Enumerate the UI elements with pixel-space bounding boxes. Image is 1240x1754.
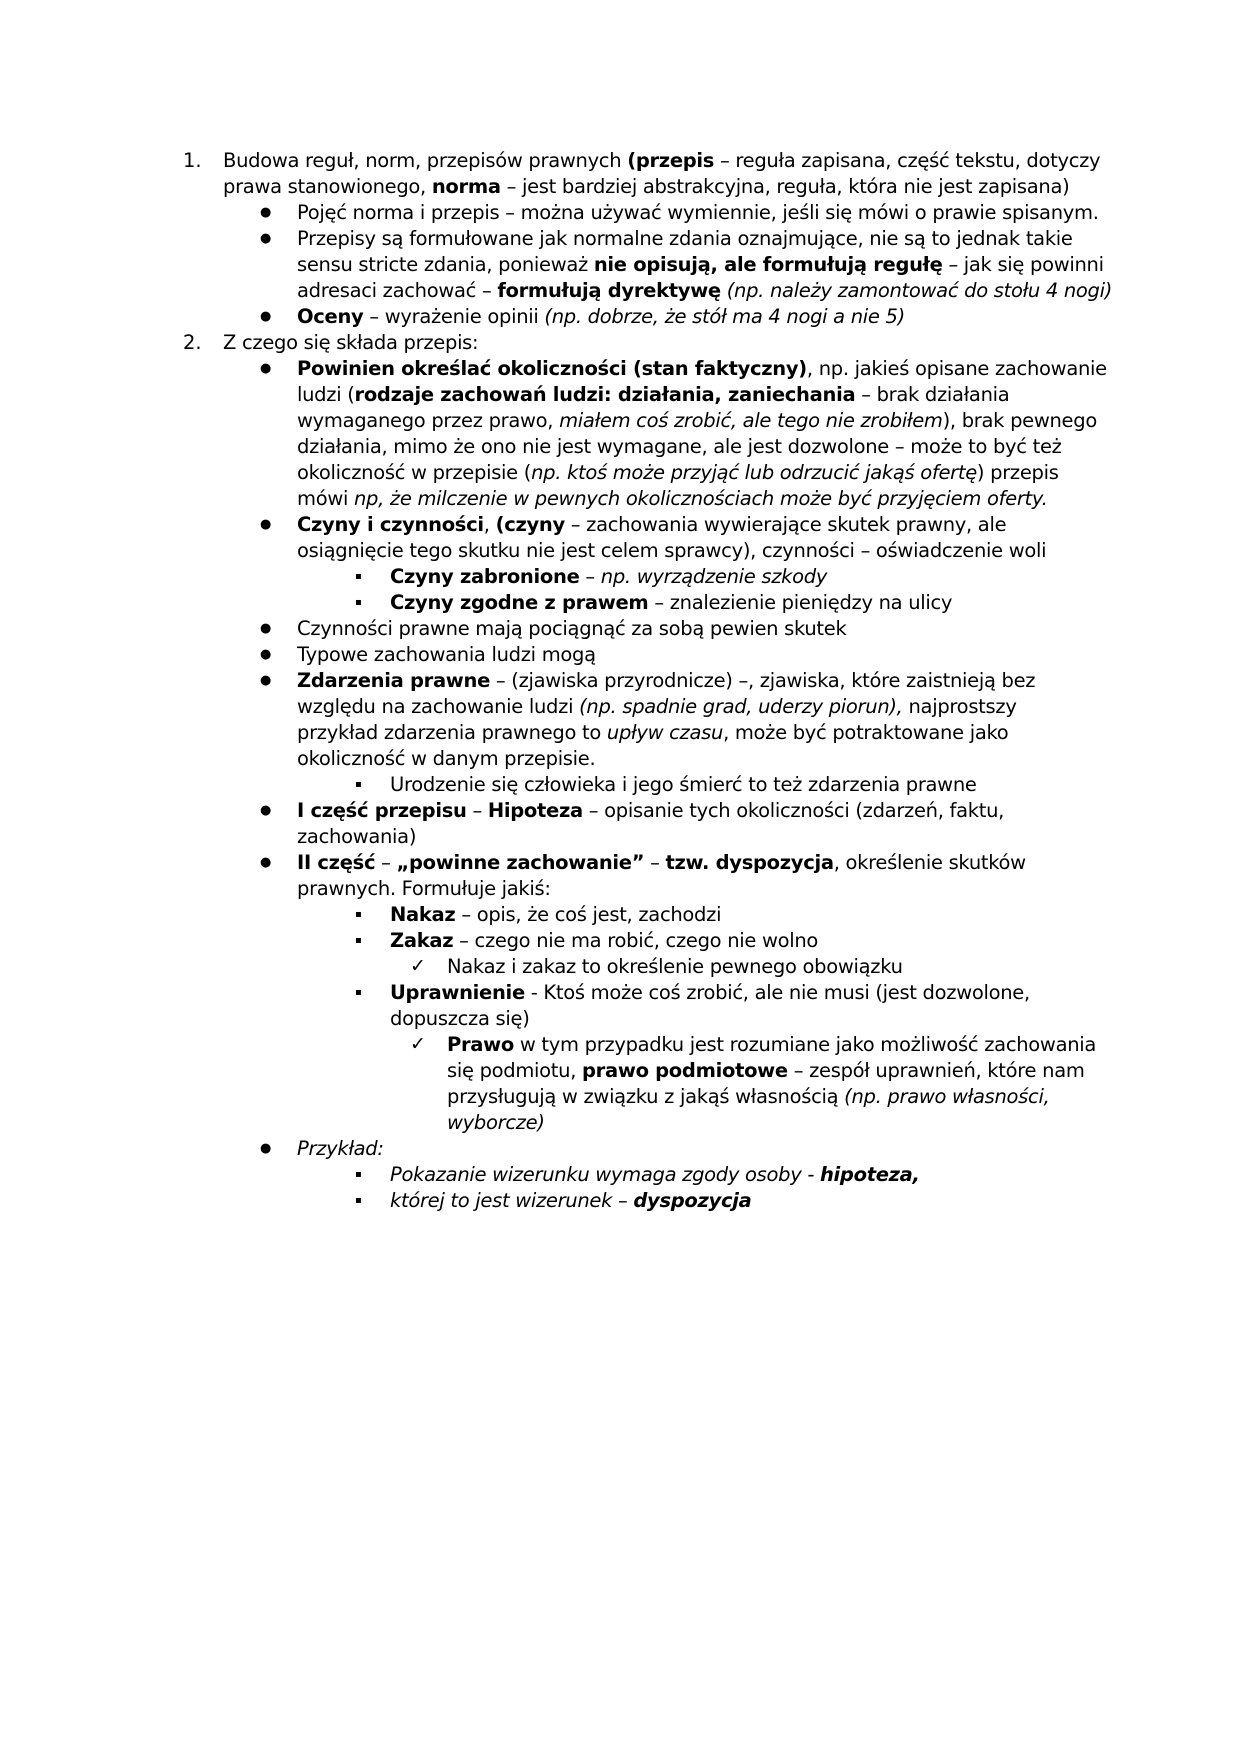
text-segment: Przepisy są formułowane jak normalne zdania oznajmujące, nie są to jednak takie bbox=[297, 227, 1073, 250]
text-segment: – znalezienie pieniędzy na ulicy bbox=[648, 591, 953, 614]
bullet-icon: ● bbox=[260, 1141, 272, 1156]
bold-term: II część bbox=[297, 851, 376, 874]
list-number: 1. bbox=[183, 149, 202, 172]
text-line bbox=[447, 1030, 1096, 1059]
list-number: 2. bbox=[183, 331, 202, 354]
text-segment: okoliczność w przepisie ( bbox=[297, 461, 532, 484]
text-segment: Z czego się składa przepis: bbox=[223, 331, 479, 354]
text-line bbox=[390, 900, 721, 929]
text-segment: działania, mimo że ono nie jest wymagane, ale jest dozwolone – może to być też bbox=[297, 435, 1062, 458]
checkmark-icon: ✓ bbox=[410, 1033, 426, 1055]
bold-term: prawo podmiotowe bbox=[582, 1059, 788, 1082]
text-segment: Typowe zachowania ludzi mogą bbox=[297, 643, 596, 666]
bold-term: Oceny bbox=[297, 305, 364, 328]
italic-example: (np. dobrze, że stół ma 4 nogi a nie 5) bbox=[544, 305, 905, 328]
text-segment: , np. jakieś opisane zachowanie bbox=[806, 357, 1107, 380]
text-segment: – jak się powinni bbox=[942, 253, 1104, 276]
text-line bbox=[390, 770, 977, 799]
bold-term: Zakaz bbox=[390, 929, 454, 952]
italic-example: upływ czasu bbox=[606, 721, 724, 744]
bold-term: (przepis bbox=[627, 149, 715, 172]
text-line bbox=[297, 614, 846, 643]
text-line bbox=[297, 224, 1073, 253]
text-line bbox=[297, 198, 1099, 227]
italic-example: np. wyrządzenie szkody bbox=[600, 565, 828, 588]
text-segment: Pojęć norma i przepis – można używać wymiennie, jeśli się mówi o prawie spisanym. bbox=[297, 201, 1099, 224]
italic-example: której to jest wizerunek – bbox=[390, 1189, 634, 1212]
text-segment: okoliczność w danym przepisie. bbox=[297, 747, 596, 770]
text-line bbox=[297, 874, 551, 903]
bold-term: norma bbox=[431, 175, 501, 198]
bold-term: I część przepisu bbox=[297, 799, 467, 822]
bullet-icon: ● bbox=[260, 309, 272, 324]
bullet-icon: ● bbox=[260, 231, 272, 246]
text-segment: sensu stricte zdania, ponieważ bbox=[297, 253, 594, 276]
text-line bbox=[297, 432, 1062, 461]
bold-term: formułują dyrektywę bbox=[497, 279, 721, 302]
text-line bbox=[297, 484, 1048, 513]
bold-term: rodzaje zachowań ludzi: działania, zaniechania bbox=[354, 383, 856, 406]
text-line bbox=[297, 536, 1046, 565]
bullet-icon: ● bbox=[260, 803, 272, 818]
text-line bbox=[297, 276, 1112, 305]
bold-term: Prawo bbox=[447, 1033, 514, 1056]
bold-term: Zdarzenia prawne bbox=[297, 669, 491, 692]
text-line bbox=[297, 1134, 384, 1163]
text-segment: – wyrażenie opinii bbox=[363, 305, 545, 328]
bold-term: Uprawnienie bbox=[390, 981, 525, 1004]
text-line bbox=[390, 1186, 751, 1215]
square-bullet-icon: ▪ bbox=[355, 909, 362, 920]
square-bullet-icon: ▪ bbox=[355, 571, 362, 582]
bold-term: nie opisują, ale formułują regułę bbox=[593, 253, 943, 276]
text-segment: ), brak pewnego bbox=[942, 409, 1097, 432]
text-segment: – opis, że coś jest, zachodzi bbox=[455, 903, 722, 926]
bold-term: dyspozycja bbox=[633, 1189, 752, 1212]
bold-term: hipoteza, bbox=[819, 1163, 920, 1186]
text-line bbox=[297, 822, 416, 851]
text-segment: – jest bardziej abstrakcyjna, reguła, która nie jest zapisana) bbox=[500, 175, 1070, 198]
italic-example: Pokazanie wizerunku wymaga zgody osoby - bbox=[390, 1163, 820, 1186]
text-segment: prawa stanowionego, bbox=[223, 175, 432, 198]
bullet-icon: ● bbox=[260, 621, 272, 636]
text-segment: - Ktoś może coś zrobić, ale nie musi (jest dozwolone, bbox=[524, 981, 1030, 1004]
text-line bbox=[447, 1108, 545, 1137]
text-segment: ) przepis bbox=[976, 461, 1059, 484]
text-segment: – (zjawiska przyrodnicze) –, zjawiska, które zaistnieją bez bbox=[490, 669, 1036, 692]
text-line bbox=[297, 302, 905, 331]
bullet-icon: ● bbox=[260, 855, 272, 870]
text-segment: wymaganego przez prawo, bbox=[297, 409, 560, 432]
text-line bbox=[297, 848, 1026, 877]
text-segment: – zespół uprawnień, które nam bbox=[787, 1059, 1085, 1082]
text-segment: – bbox=[375, 851, 397, 874]
text-segment: – bbox=[579, 565, 601, 588]
bullet-icon: ● bbox=[260, 673, 272, 688]
square-bullet-icon: ▪ bbox=[355, 1169, 362, 1180]
text-segment: , może być potraktowane jako bbox=[723, 721, 1009, 744]
text-segment: ludzi ( bbox=[297, 383, 355, 406]
checkmark-icon: ✓ bbox=[410, 955, 426, 977]
text-line bbox=[223, 172, 1069, 201]
italic-example: wyborcze) bbox=[447, 1111, 545, 1134]
bold-term: Nakaz bbox=[390, 903, 456, 926]
text-segment: Czynności prawne mają pociągnąć za sobą pewien skutek bbox=[297, 617, 847, 640]
text-segment: Nakaz i zakaz to określenie pewnego obowiązku bbox=[447, 955, 903, 978]
text-line bbox=[297, 666, 1035, 695]
bullet-icon: ● bbox=[260, 205, 272, 220]
text-line bbox=[297, 718, 1008, 747]
bold-term: tzw. dyspozycja bbox=[665, 851, 834, 874]
text-line bbox=[297, 380, 1009, 409]
text-line bbox=[447, 1056, 1085, 1085]
text-segment: zachowania) bbox=[297, 825, 417, 848]
text-segment: – czego nie ma robić, czego nie wolno bbox=[453, 929, 819, 952]
text-segment: w tym przypadku jest rozumiane jako możliwość zachowania bbox=[513, 1033, 1097, 1056]
text-segment: mówi bbox=[297, 487, 354, 510]
italic-example: np, że milczenie w pewnych okolicznościach może być przyjęciem oferty. bbox=[354, 487, 1048, 510]
text-segment: – zachowania wywierające skutek prawny, ale bbox=[564, 513, 1007, 536]
text-segment: się podmiotu, bbox=[447, 1059, 583, 1082]
bold-term: „powinne zachowanie” bbox=[396, 851, 645, 874]
text-segment: – opisanie tych okoliczności (zdarzeń, faktu, bbox=[582, 799, 1005, 822]
square-bullet-icon: ▪ bbox=[355, 1195, 362, 1206]
bold-term: Czyny zgodne z prawem bbox=[390, 591, 649, 614]
text-line bbox=[297, 510, 1006, 539]
text-segment: względu na zachowanie ludzi bbox=[297, 695, 580, 718]
text-line bbox=[447, 1082, 1049, 1111]
text-line bbox=[297, 744, 595, 773]
text-line bbox=[447, 952, 903, 981]
text-segment: – bbox=[644, 851, 666, 874]
text-segment: – brak działania bbox=[855, 383, 1010, 406]
text-segment: – reguła zapisana, część tekstu, dotyczy bbox=[714, 149, 1101, 172]
text-segment: dopuszcza się) bbox=[390, 1007, 530, 1030]
text-line bbox=[297, 692, 1017, 721]
text-line bbox=[297, 796, 1004, 825]
text-segment: najprostszy bbox=[902, 695, 1017, 718]
square-bullet-icon: ▪ bbox=[355, 779, 362, 790]
bold-term: Czyny zabronione bbox=[390, 565, 580, 588]
text-segment: adresaci zachować – bbox=[297, 279, 498, 302]
text-segment: Budowa reguł, norm, przepisów prawnych bbox=[223, 149, 628, 172]
text-line bbox=[297, 458, 1059, 487]
italic-example: (np. spadnie grad, uderzy piorun), bbox=[579, 695, 903, 718]
text-line bbox=[390, 926, 818, 955]
italic-example: (np. prawo własności, bbox=[844, 1085, 1050, 1108]
bold-term: Powinien określać okoliczności (stan faktyczny) bbox=[297, 357, 807, 380]
text-line bbox=[390, 588, 952, 617]
text-segment: , określenie skutków bbox=[833, 851, 1026, 874]
bullet-icon: ● bbox=[260, 517, 272, 532]
text-segment: przysługują w związku z jakąś własnością bbox=[447, 1085, 845, 1108]
italic-example: miałem coś zrobić, ale tego nie zrobiłem bbox=[559, 409, 943, 432]
text-segment: prawnych. Formułuje jakiś: bbox=[297, 877, 551, 900]
text-line bbox=[223, 328, 478, 357]
bold-term: (czyny bbox=[495, 513, 565, 536]
text-segment: przykład zdarzenia prawnego to bbox=[297, 721, 607, 744]
text-line bbox=[390, 978, 1030, 1007]
bold-term: Hipoteza bbox=[487, 799, 583, 822]
text-segment: – bbox=[466, 799, 488, 822]
square-bullet-icon: ▪ bbox=[355, 597, 362, 608]
text-line bbox=[223, 146, 1100, 175]
text-line bbox=[390, 1160, 920, 1189]
bullet-icon: ● bbox=[260, 647, 272, 662]
square-bullet-icon: ▪ bbox=[355, 935, 362, 946]
text-line bbox=[390, 1004, 530, 1033]
text-segment: , bbox=[483, 513, 496, 536]
square-bullet-icon: ▪ bbox=[355, 987, 362, 998]
bold-term: Czyny i czynności bbox=[297, 513, 484, 536]
italic-example: Przykład: bbox=[297, 1137, 384, 1160]
italic-example: np. ktoś może przyjąć lub odrzucić jakąś ofertę bbox=[531, 461, 977, 484]
text-segment: osiągnięcie tego skutku nie jest celem sprawcy), czynności – oświadczenie woli bbox=[297, 539, 1047, 562]
italic-example: (np. należy zamontować do stołu 4 nogi) bbox=[720, 279, 1113, 302]
text-line bbox=[297, 250, 1104, 279]
text-line bbox=[297, 406, 1097, 435]
text-segment: Urodzenie się człowieka i jego śmierć to też zdarzenia prawne bbox=[390, 773, 977, 796]
text-line bbox=[390, 562, 827, 591]
text-line bbox=[297, 640, 596, 669]
text-line bbox=[297, 354, 1107, 383]
bullet-icon: ● bbox=[260, 361, 272, 376]
